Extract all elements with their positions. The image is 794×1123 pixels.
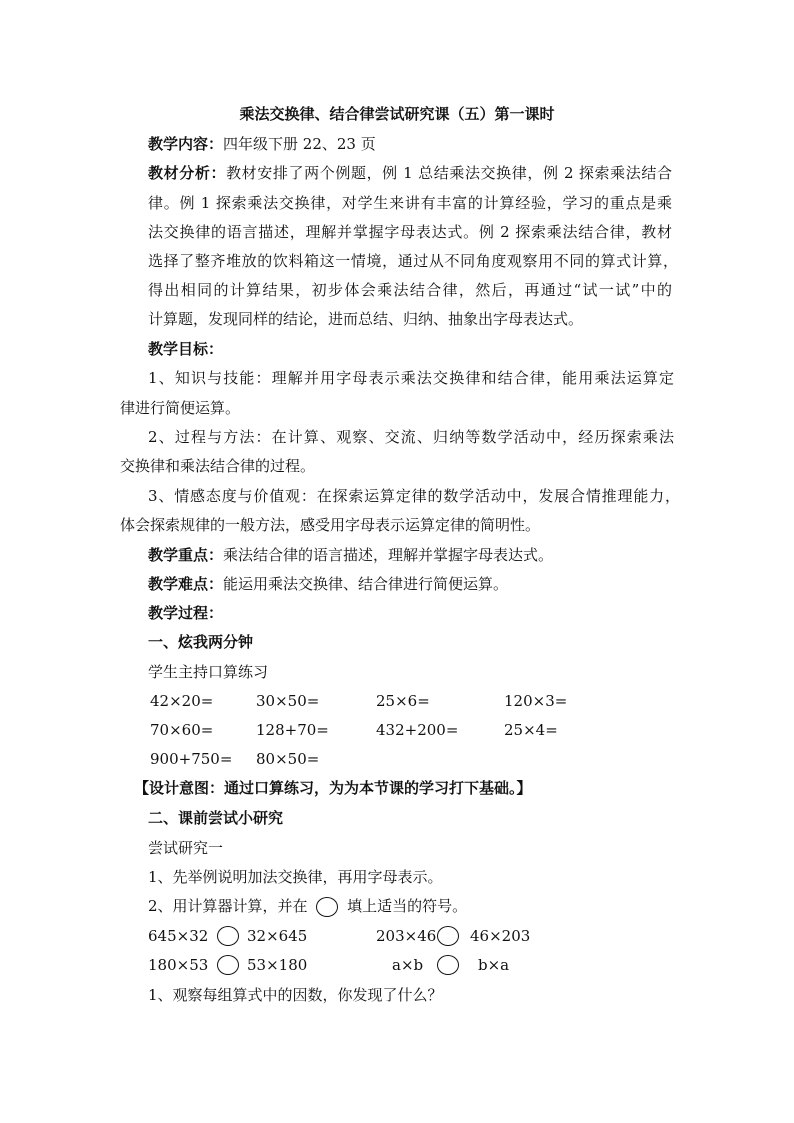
process-label: 教学过程： bbox=[148, 604, 224, 622]
section-1-subtitle: 学生主持口算练习 bbox=[148, 663, 269, 681]
exercise-item: 120×3= bbox=[504, 692, 568, 710]
blank-circle-icon bbox=[316, 897, 338, 917]
content-label: 教学内容： bbox=[148, 135, 224, 153]
exercise-item: 30×50= bbox=[256, 692, 320, 710]
document-title: 乘法交换律、结合律尝试研究课（五）第一课时 bbox=[239, 105, 555, 123]
analysis-label: 教材分析： bbox=[148, 164, 227, 182]
content-text: 四年级下册 22、23 页 bbox=[223, 135, 376, 153]
section-2-heading: 二、课前尝试小研究 bbox=[148, 809, 284, 827]
compare-left: a×b bbox=[392, 956, 424, 974]
key-point-text: 乘法结合律的语言描述，理解并掌握字母表达式。 bbox=[223, 546, 554, 564]
goal-3-line-2: 体会探索规律的一般方法，感受用字母表示运算定律的简明性。 bbox=[120, 516, 541, 534]
compare-left: 645×32 bbox=[148, 927, 209, 945]
analysis-line-2: 律。例 1 探索乘法交换律，对学生来讲有丰富的计算经验，学习的重点是乘 bbox=[148, 194, 672, 212]
compare-circle-icon[interactable] bbox=[437, 926, 459, 946]
goal-1-line-1: 1、知识与技能：理解并用字母表示乘法交换律和结合律，能用乘法运算定 bbox=[148, 369, 674, 387]
compare-circle-icon[interactable] bbox=[217, 955, 239, 975]
exercise-item: 25×4= bbox=[504, 721, 558, 739]
compare-right: b×a bbox=[478, 956, 510, 974]
goal-1-line-2: 律进行简便运算。 bbox=[120, 399, 241, 417]
exercise-item: 25×6= bbox=[376, 692, 430, 710]
difficulty-row bbox=[148, 574, 508, 594]
exercise-item: 900+750= bbox=[150, 750, 233, 768]
difficulty-label: 教学难点： bbox=[148, 575, 224, 593]
item-3: 1、观察每组算式中的因数，你发现了什么？ bbox=[148, 986, 443, 1004]
analysis-line-6: 计算题，发现同样的结论，进而总结、归纳、抽象出字母表达式。 bbox=[148, 310, 584, 328]
compare-right: 46×203 bbox=[470, 927, 531, 945]
compare-right: 53×180 bbox=[247, 956, 308, 974]
try-study-1: 尝试研究一 bbox=[148, 839, 224, 857]
design-intent: 【设计意图：通过口算练习，为为本节课的学习打下基础。】 bbox=[134, 779, 532, 797]
exercise-item: 80×50= bbox=[256, 750, 320, 768]
analysis-line-5: 得出相同的计算结果，初步体会乘法结合律，然后，再通过“试一试”中的 bbox=[148, 281, 672, 299]
goal-2-line-2: 交换律和乘法结合律的过程。 bbox=[120, 457, 316, 475]
exercise-item: 42×20= bbox=[150, 692, 214, 710]
exercise-item: 70×60= bbox=[150, 721, 214, 739]
compare-left: 203×46 bbox=[376, 927, 437, 945]
goal-3-line-1: 3、情感态度与价值观：在探索运算定律的数学活动中，发展合情推理能力， bbox=[148, 487, 680, 505]
compare-circle-icon[interactable] bbox=[217, 926, 239, 946]
section-1-heading: 一、炫我两分钟 bbox=[148, 633, 254, 651]
exercise-item: 432+200= bbox=[376, 721, 459, 739]
key-point-label: 教学重点： bbox=[148, 546, 224, 564]
item-2 bbox=[148, 896, 467, 917]
analysis-line-4: 选择了整齐堆放的饮料箱这一情境，通过从不同角度观察用不同的算式计算， bbox=[148, 252, 678, 270]
exercise-item: 128+70= bbox=[256, 721, 329, 739]
content-row bbox=[148, 134, 376, 154]
goals-label: 教学目标： bbox=[148, 340, 224, 358]
difficulty-text: 能运用乘法交换律、结合律进行简便运算。 bbox=[223, 575, 509, 593]
key-point-row bbox=[148, 545, 553, 565]
analysis-line-3: 法交换律的语言描述，理解并掌握字母表达式。例 2 探索乘法结合律，教材 bbox=[148, 223, 672, 241]
analysis-text-1: 教材安排了两个例题，例 1 总结乘法交换律，例 2 探索乘法结合 bbox=[226, 164, 672, 182]
goal-2-line-1: 2、过程与方法：在计算、观察、交流、归纳等数学活动中，经历探索乘法 bbox=[148, 428, 674, 446]
item-2-text-after: 填上适当的符号。 bbox=[347, 897, 468, 915]
item-2-text-before: 2、用计算器计算，并在 bbox=[148, 897, 308, 915]
compare-circle-icon[interactable] bbox=[437, 955, 459, 975]
compare-left: 180×53 bbox=[148, 956, 209, 974]
compare-right: 32×645 bbox=[247, 927, 308, 945]
item-1: 1、先举例说明加法交换律，再用字母表示。 bbox=[148, 868, 443, 886]
analysis-line-1 bbox=[148, 163, 672, 183]
